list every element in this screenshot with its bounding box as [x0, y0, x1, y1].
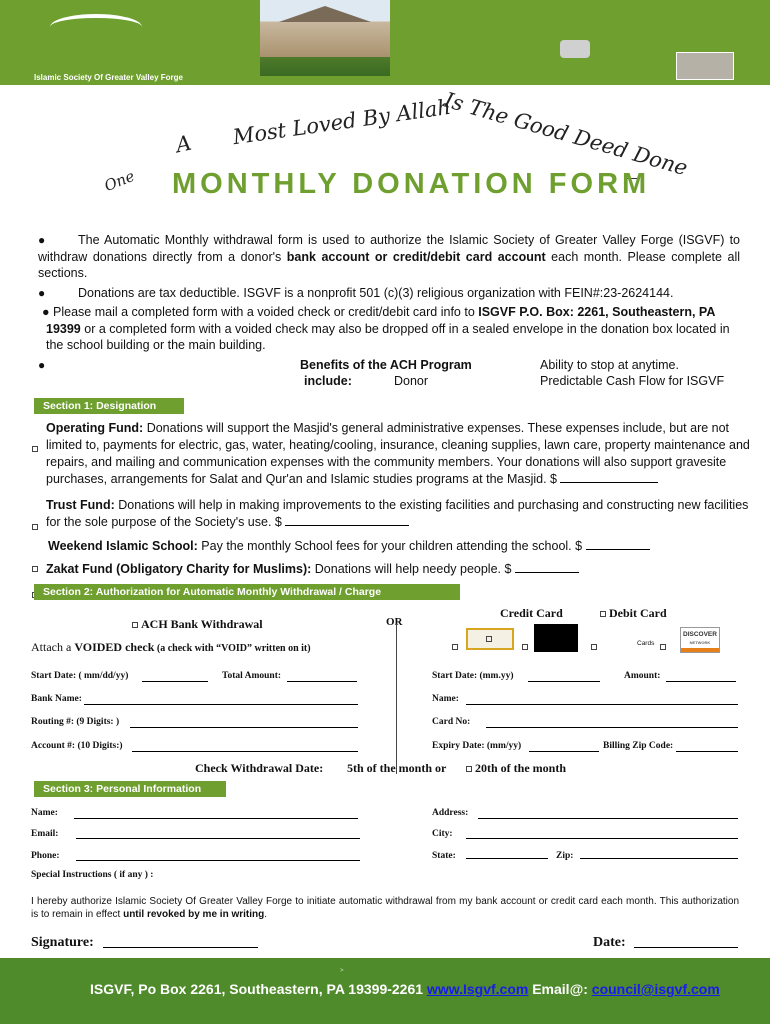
operating-fund-title: Operating Fund: [46, 421, 144, 435]
zakat-fund-amount-field[interactable] [515, 562, 579, 573]
intro-p1-text: The Automatic Monthly withdrawal form is used to authorize the Islamic Society of Greater Valley Forge (ISGVF) to withdraw donations directly from a donor's [38, 233, 740, 264]
attach-prefix: Attach a [31, 640, 75, 654]
authorization-bold: until revoked by me in writing [123, 909, 265, 920]
city-field[interactable] [466, 838, 738, 839]
phone-label: Phone: [31, 851, 60, 861]
section-2-bar: Section 2: Authorization for Automatic Monthly Withdrawal / Charge [34, 584, 460, 600]
zakat-fund-text [46, 561, 746, 578]
address-label: Address: [432, 808, 469, 818]
zip-label: Zip: [556, 851, 574, 861]
ach-option[interactable] [132, 617, 263, 632]
expiry-field[interactable] [529, 751, 599, 752]
tagline-part-2: Most Loved By Allah [231, 94, 453, 150]
trust-fund-text [46, 497, 752, 531]
personal-name-field[interactable] [74, 818, 358, 819]
zakat-fund-description: Donations will help needy people. $ [311, 562, 512, 576]
signature-field[interactable] [103, 947, 258, 948]
column-divider [396, 624, 397, 774]
total-amount-field[interactable] [287, 681, 357, 682]
attach-note: (a check with “VOID” written on it) [154, 643, 311, 654]
debit-card-label: Debit Card [609, 606, 667, 620]
card-logo-2 [534, 624, 578, 652]
email-label: Email: [31, 829, 59, 839]
operating-fund-amount-field[interactable] [560, 472, 658, 483]
benefit-donor: Donor [394, 374, 429, 388]
weekend-school-amount-field[interactable] [586, 539, 650, 550]
weekend-school-title: Weekend Islamic School: [48, 539, 198, 553]
operating-fund-text [46, 420, 756, 488]
credit-card-label: Credit Card [500, 606, 563, 620]
footer-address: ISGVF, Po Box 2261, Southeastern, PA 19399-2261 [90, 981, 427, 997]
account-field[interactable] [132, 751, 358, 752]
discover-network: NETWORK [689, 640, 711, 645]
discover-word: DISCOVER [683, 631, 717, 638]
total-amount-label: Total Amount: [222, 671, 282, 681]
personal-name-label: Name: [31, 808, 58, 818]
trust-fund-amount-field[interactable] [285, 515, 409, 526]
signature-label: Signature: [31, 935, 94, 950]
intro-paragraph-3: ● Please mail a completed form with a voided check or credit/debit card info to ISGVF P.O. Box: 2261, Southeastern, PA 19399 or a completed form with a voided check may also be dropped off in a sealed envelope in the donation box located in the school building or the main building. [42, 305, 730, 352]
section-3-bar: Section 3: Personal Information [34, 781, 226, 797]
routing-label: Routing #: (9 Digits: ) [31, 717, 120, 727]
special-instructions-label: Special Instructions ( if any ) : [31, 870, 154, 880]
intro-p3-text: Please mail a completed form with a voided check or credit/debit card info to [53, 305, 479, 319]
intro-paragraph-1 [38, 232, 740, 282]
intro-p1-bold: bank account or credit/debit card account [286, 249, 546, 264]
cards-label: Cards [637, 640, 655, 647]
section-1-bar: Section 1: Designation [34, 398, 184, 414]
email-field[interactable] [76, 838, 360, 839]
cc-amount-label: Amount: [624, 671, 661, 681]
intro-p3-tail: or a completed form with a voided check may also be dropped off in a sealed envelope in the donation box located in the school building or the main building. [46, 321, 730, 352]
trust-fund-title: Trust Fund: [46, 498, 115, 512]
date-field[interactable] [634, 947, 738, 948]
debit-card-option[interactable] [600, 606, 667, 621]
parking-lot-photo [676, 52, 734, 80]
zakat-fund-checkbox[interactable] [32, 560, 38, 578]
page-title: MONTHLY DONATION FORM [172, 168, 651, 200]
footer-dot: > [340, 968, 344, 974]
billing-zip-label: Billing Zip Code: [603, 741, 674, 751]
ach-label: ACH Bank Withdrawal [141, 617, 263, 631]
or-label: OR [386, 616, 403, 628]
card-type-checkbox-3[interactable] [591, 638, 597, 656]
city-label: City: [432, 829, 453, 839]
date-label: Date: [593, 935, 626, 950]
operating-fund-description: Donations will support the Masjid's general administrative expenses. These expenses include, but are not limited to, payments for electric, gas, water, heating/cooling, insurance, cleaning supplies, lawn care, property maintenance and repairs, and mailing and communication expenses with the community members. Your donations will also support gravesite purchases, arrangements for Salat and Qur'an and Islamic studies programs at the Masjid. $ [46, 421, 750, 486]
benefit-stop: Ability to stop at anytime. [540, 358, 679, 372]
zip-field[interactable] [580, 858, 738, 859]
bullet-icon: ● [38, 358, 46, 372]
benefits-label-1: Benefits of the ACH Program [300, 358, 472, 372]
trust-fund-checkbox[interactable] [32, 518, 38, 536]
tagline-part-1: A [173, 130, 194, 158]
withdrawal-date-label: Check Withdrawal Date: [195, 761, 324, 775]
attach-voided-check-text [31, 640, 311, 655]
tagline-part-3: Is The Good Deed Done [441, 87, 691, 181]
car-photo [560, 40, 590, 58]
operating-fund-checkbox[interactable] [32, 440, 38, 458]
state-label: State: [432, 851, 456, 861]
discover-card-logo [680, 627, 720, 653]
card-number-label: Card No: [432, 717, 471, 727]
website-link[interactable]: www.Isgvf.com [426, 981, 529, 997]
weekend-school-text [48, 538, 748, 555]
org-name: Islamic Society Of Greater Valley Forge [34, 73, 183, 82]
option-5th[interactable]: 5th of the month or [347, 761, 447, 775]
bank-name-field[interactable] [84, 704, 358, 705]
ach-start-date-field[interactable] [142, 681, 208, 682]
card-type-checkbox-1[interactable] [452, 638, 458, 656]
routing-field[interactable] [130, 727, 358, 728]
card-type-checkbox-4[interactable] [660, 638, 666, 656]
state-field[interactable] [466, 858, 548, 859]
intro-p1-tail: each month. Please complete all sections. [38, 249, 740, 280]
intro-p3-address: ISGVF P.O. Box: 2261, Southeastern, PA 19399 [46, 305, 715, 336]
bank-name-label: Bank Name: [31, 694, 82, 704]
zakat-fund-title: Zakat Fund (Obligatory Charity for Muslims): [46, 562, 312, 576]
card-inner-checkbox[interactable] [486, 630, 492, 648]
billing-zip-field[interactable] [676, 751, 738, 752]
intro-paragraph-2: Donations are tax deductible. ISGVF is a nonprofit 501 (c)(3) religious organization with FEIN#:23-2624144. [78, 286, 674, 300]
card-type-checkbox-2[interactable] [522, 638, 528, 656]
email-link[interactable]: council@isgvf.com [591, 981, 720, 997]
cc-start-date-field[interactable] [528, 681, 600, 682]
footer-email-label: Email@: [528, 981, 592, 997]
tagline-part-4: One [101, 166, 138, 196]
attach-voided: VOIDED check [74, 640, 155, 654]
authorization-text [31, 895, 739, 921]
address-field[interactable] [478, 818, 738, 819]
cc-name-label: Name: [432, 694, 459, 704]
ach-start-date-label: Start Date: ( mm/dd/yy) [31, 671, 129, 681]
phone-field[interactable] [76, 860, 360, 861]
authorization-body: I hereby authorize Islamic Society Of Greater Valley Forge to initiate automatic withdrawal from my bank account or credit card each month. This authorization is to remain in effect [31, 896, 739, 920]
cc-name-field[interactable] [466, 704, 738, 705]
cc-start-date-label: Start Date: (mm.yy) [432, 671, 514, 681]
trust-fund-description: Donations will help in making improvements to the existing facilities and purchasing and constructing new facilities for the sole purpose of the Society's use. $ [46, 498, 749, 529]
authorization-period: . [264, 909, 268, 920]
expiry-label: Expiry Date: (mm/yy) [432, 741, 522, 751]
logo-arc-icon [50, 14, 142, 40]
option-20th-label: 20th of the month [475, 761, 567, 775]
bullet-icon: ● [38, 233, 46, 247]
bullet-icon: ● [38, 286, 46, 300]
card-number-field[interactable] [486, 727, 738, 728]
account-label: Account #: (10 Digits:) [31, 741, 123, 751]
benefit-cash-flow: Predictable Cash Flow for ISGVF [540, 374, 725, 388]
cc-amount-field[interactable] [666, 681, 736, 682]
weekend-school-description: Pay the monthly School fees for your children attending the school. $ [197, 539, 583, 553]
footer-contact [90, 981, 720, 997]
benefits-label-2: include: [304, 374, 352, 388]
option-20th[interactable] [466, 761, 566, 776]
